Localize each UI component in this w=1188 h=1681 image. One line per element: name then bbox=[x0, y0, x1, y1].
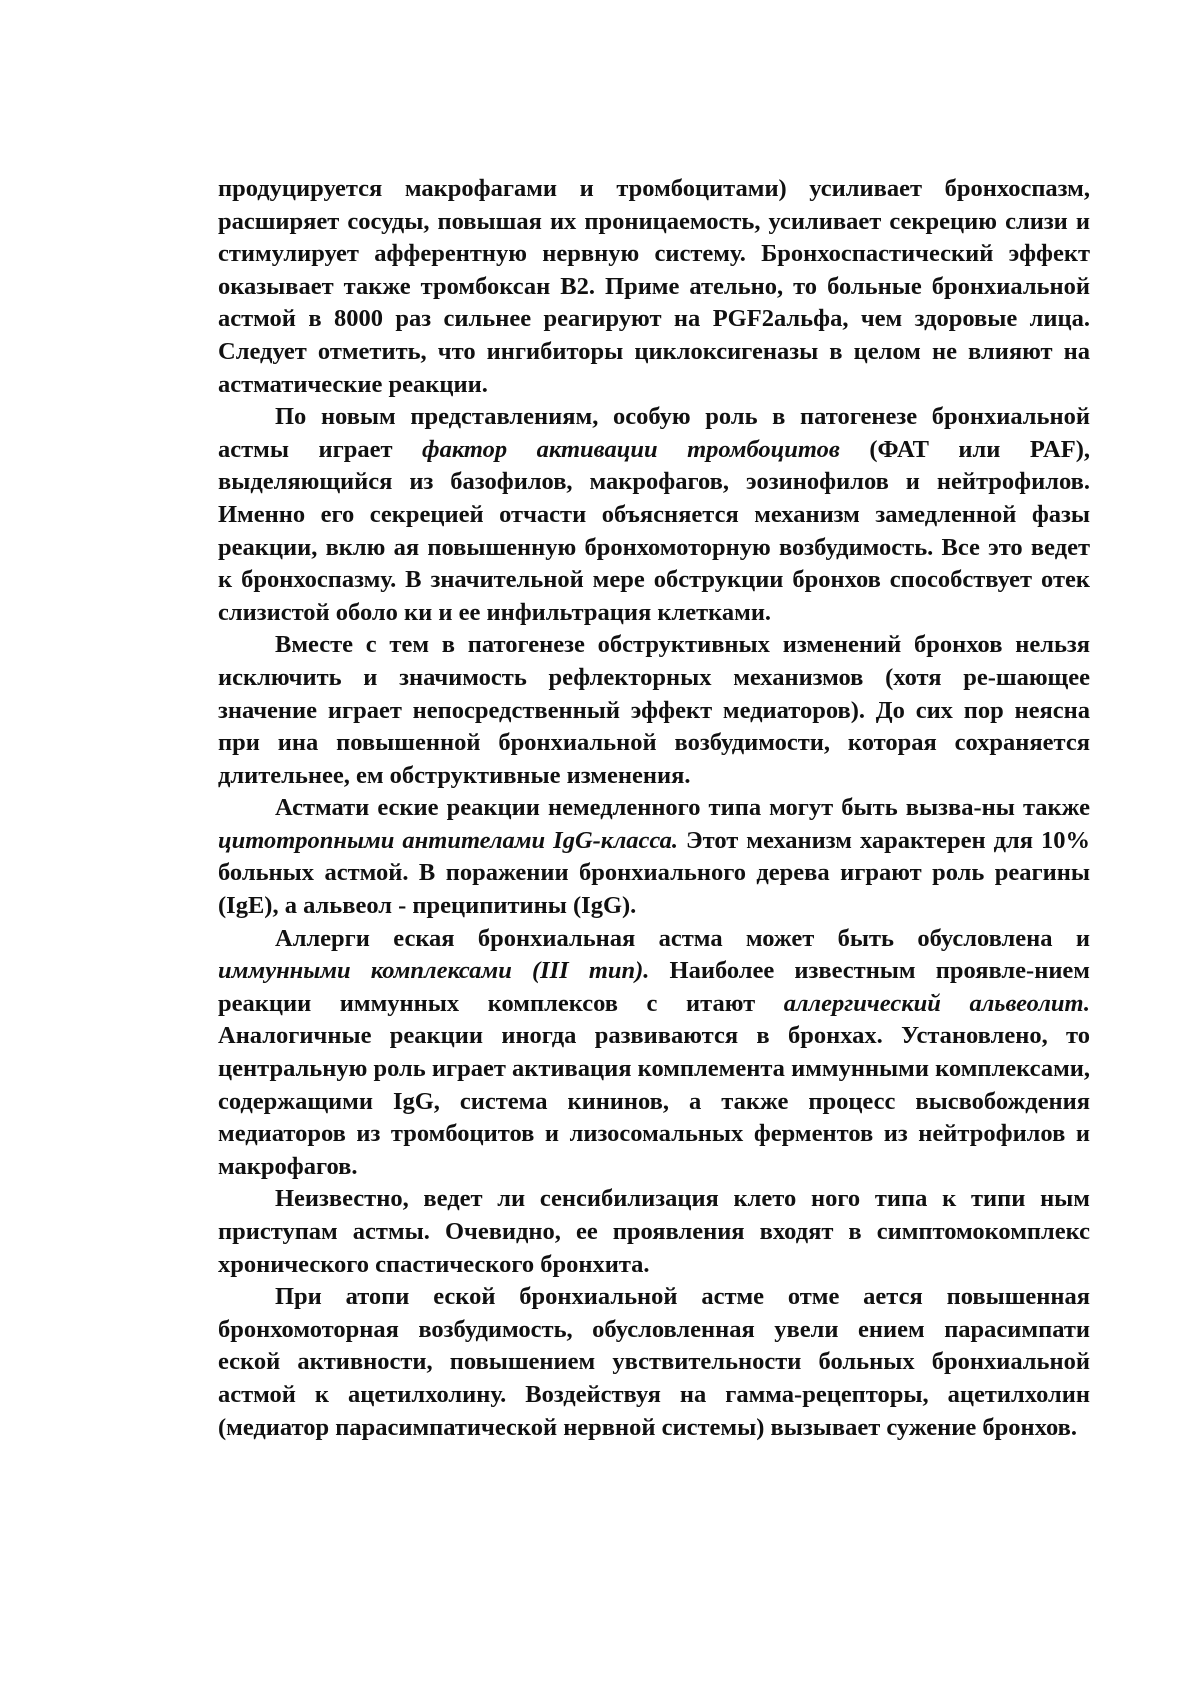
paragraph bbox=[218, 1281, 1090, 1444]
italic-term: фактор активации тромбоцитов bbox=[422, 435, 840, 463]
text-run: продуцируется макрофагами и тромбоцитами) усиливает бронхоспазм, расширяет сосуды, повышая их проницаемость, усиливает секрецию слизи и стимулирует афферентную нервную систему. Бронхоспастический эффект оказывает также тромбоксан В2. Приме ательно, то больные бронхиальной астмой в 8000 раз сильнее реагируют на PGF2альфа, чем здоровые лица. Следует отметить, что ингибиторы циклоксигеназы в целом не влияют на астматические реакции. bbox=[218, 175, 1090, 398]
text-run: Аналогичные реакции иногда развиваются в бронхах. Установлено, то центральную роль играет активация комплемента иммунными комплексами, содержащими IgG, система кининов, а также процесс высвобождения медиаторов из тромбоцитов и лизосомальных ферментов из нейтрофилов и макрофагов. bbox=[218, 1022, 1090, 1180]
paragraph bbox=[218, 1183, 1090, 1281]
italic-term: иммунными комплексами (III тип). bbox=[218, 957, 650, 985]
italic-term: цитотропными антителами IgG-класса. bbox=[218, 826, 679, 854]
text-run: Вместе с тем в патогенезе обструктивных изменений бронхов нельзя исключить и значимость рефлекторных механизмов (хотя ре-шающее значение играет непосредственный эффект медиаторов). До сих пор неясна при ина повышенной бронхиальной возбудимости, которая сохраняется длительнее, ем обструктивные изменения. bbox=[218, 631, 1090, 789]
text-run: (ФАТ или PAF), выделяющийся из базофилов, макрофагов, эозинофилов и нейтрофилов. Именно его секрецией отчасти объясняется механизм замедленной фазы реакции, вклю ая повышенную бронхомоторную возбудимость. Все это ведет к бронхоспазму. В значительной мере обструкции бронхов способствует отек слизистой оболо ки и ее инфильтрация клетками. bbox=[218, 435, 1090, 626]
italic-term: аллергический альвеолит. bbox=[783, 989, 1090, 1017]
text-run: Этот механизм характерен для 10% больных астмой. В поражении бронхиального дерева играют роль реагины (IgE), а альвеол - преципитины (IgG). bbox=[218, 826, 1090, 920]
paragraph bbox=[218, 792, 1090, 922]
paragraph bbox=[218, 401, 1090, 629]
text-run: Наиболее известным проявле-нием реакции иммунных комплексов с итают bbox=[218, 957, 1090, 1017]
paragraph bbox=[218, 173, 1090, 401]
paragraph bbox=[218, 629, 1090, 792]
text-run: Астмати еские реакции немедленного типа могут быть вызва-ны также bbox=[275, 794, 1090, 822]
text-run: Неизвестно, ведет ли сенсибилизация клето ного типа к типи ным приступам астмы. Очевидно, ее проявления входят в симптомокомплекс хронического спастического бронхита. bbox=[218, 1185, 1090, 1278]
text-run: При атопи еской бронхиальной астме отме ается повышенная бронхомоторная возбудимость, обусловленная увели ением парасимпати еской активности, повышением увствительности больных бронхиальной астмой к ацетилхолину. Воздействуя на гамма-рецепторы, ацетилхолин (медиатор парасимпатической нервной системы) вызывает сужение бронхов. bbox=[218, 1283, 1090, 1441]
paragraph bbox=[218, 923, 1090, 1184]
text-run: Аллерги еская бронхиальная астма может быть обусловлена и bbox=[275, 924, 1090, 952]
text-run: По новым представлениям, особую роль в патогенезе бронхиальной астмы играет bbox=[218, 403, 1090, 463]
document-page bbox=[218, 173, 1090, 1444]
